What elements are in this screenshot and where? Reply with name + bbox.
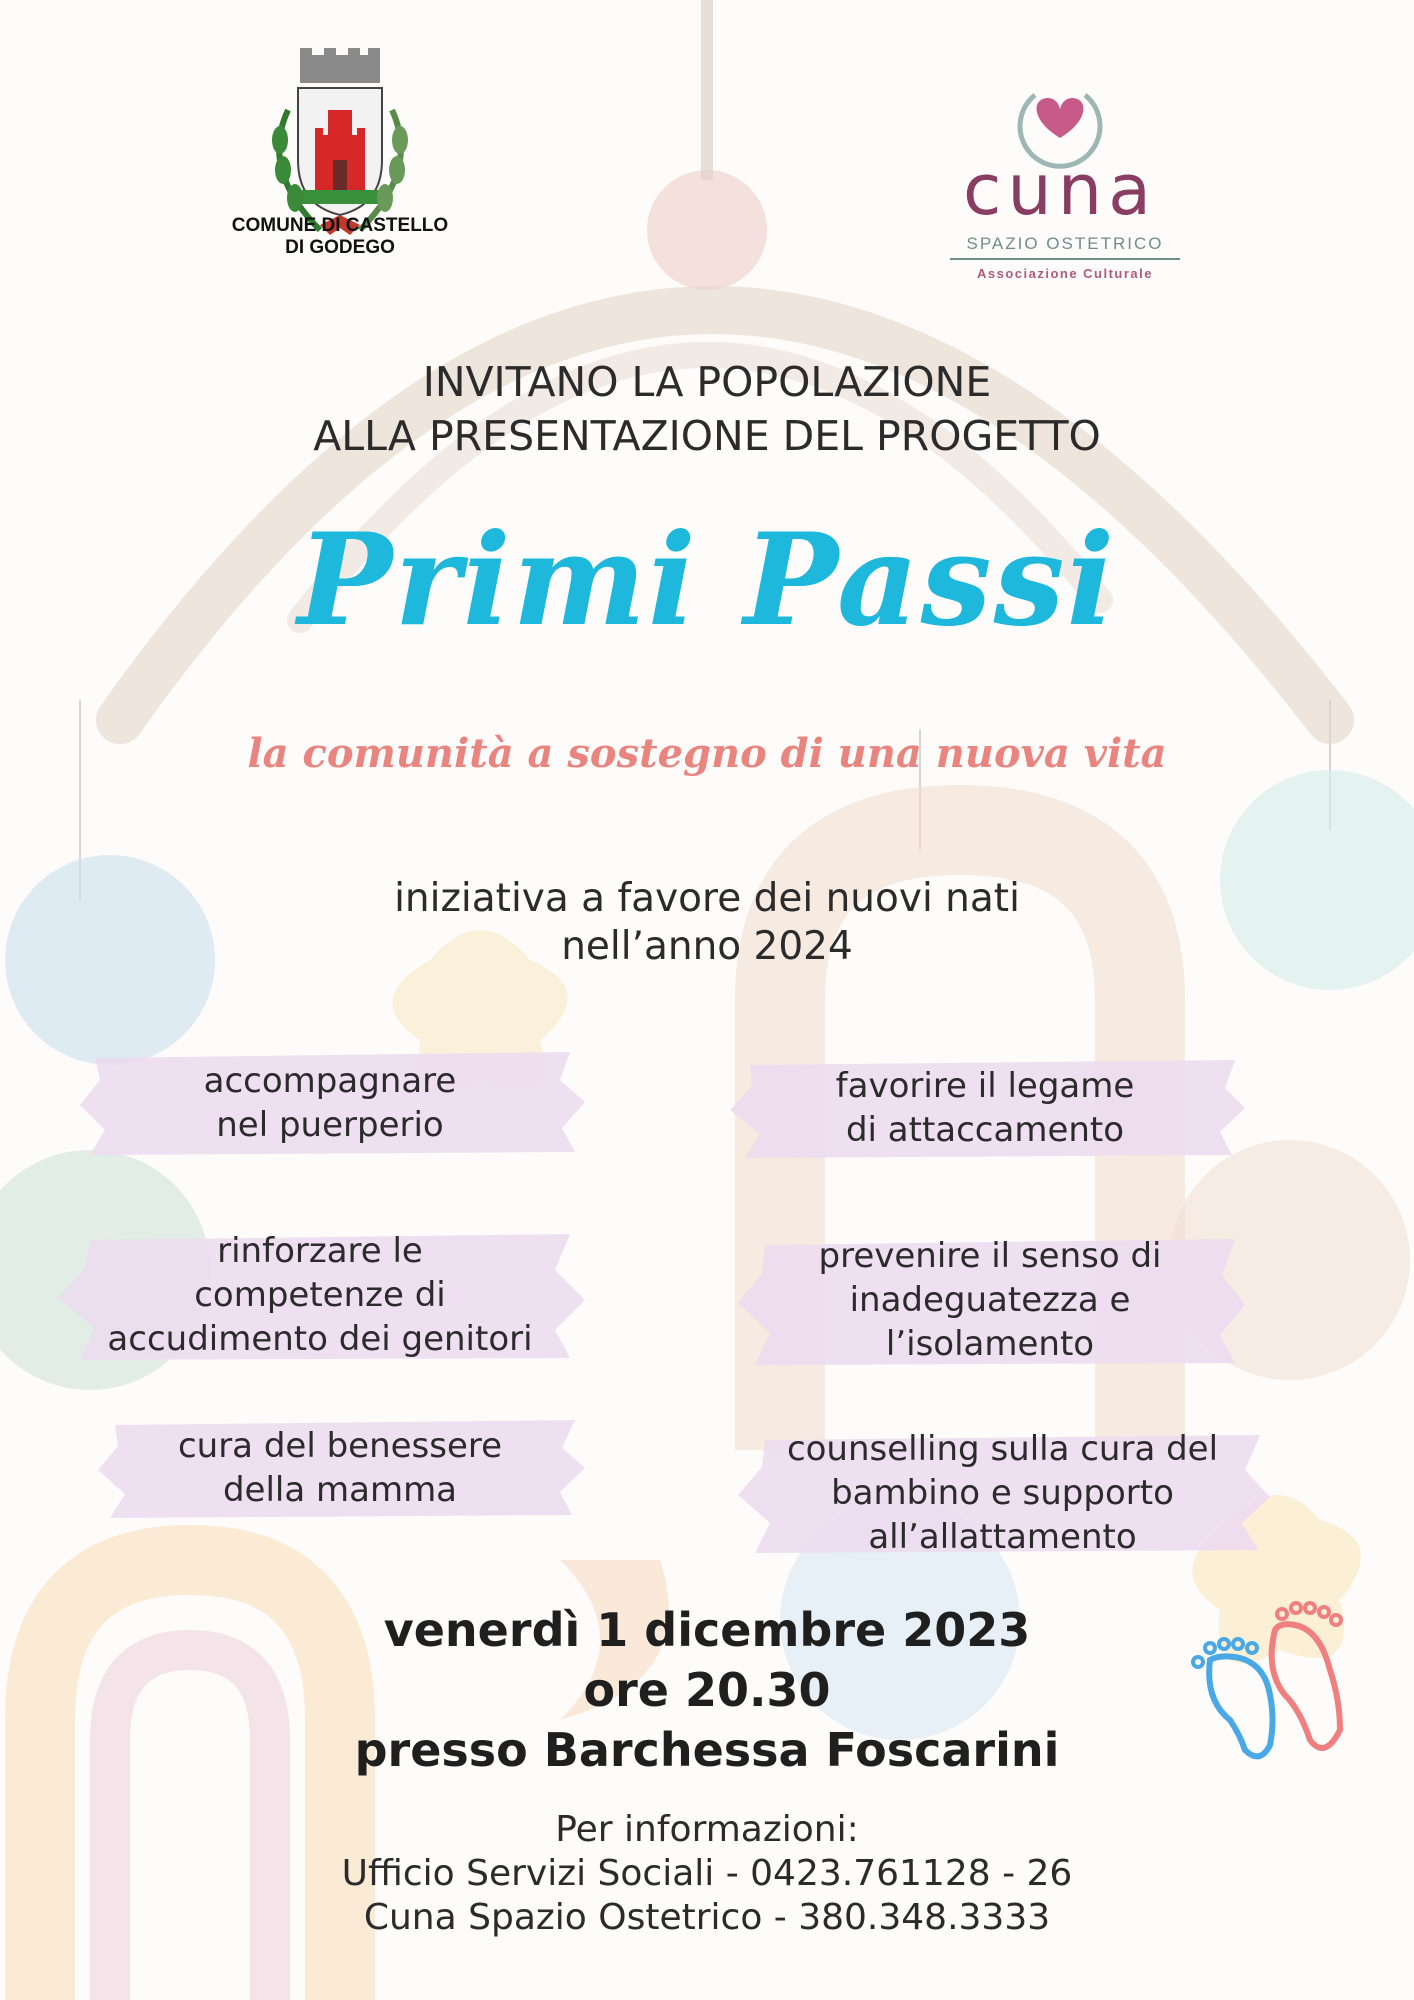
- goal-line: rinforzare le: [217, 1231, 423, 1271]
- goal-line: della mamma: [222, 1469, 458, 1510]
- goal-line: cura del benessere: [177, 1425, 503, 1466]
- baby-footprints-icon: [1190, 1600, 1360, 1760]
- goal-text: [204, 1059, 457, 1147]
- goal-item: [50, 1220, 590, 1370]
- goal-line: bambino e supporto: [831, 1472, 1174, 1513]
- cuna-subtitle: SPAZIO OSTETRICO: [966, 234, 1164, 253]
- goal-line: l’isolamento: [885, 1324, 1095, 1364]
- goal-line: prevenire il senso di: [818, 1236, 1162, 1276]
- info-heading: Per informazioni:: [555, 1809, 859, 1850]
- intro-text: [100, 355, 1314, 463]
- goal-line: nel puerperio: [216, 1104, 444, 1145]
- initiative-line: iniziativa a favore dei nuovi nati: [394, 876, 1020, 921]
- goal-line: accudimento dei genitori: [107, 1319, 533, 1359]
- event-time: ore 20.30: [583, 1663, 831, 1717]
- initiative-text: [200, 875, 1214, 971]
- cuna-divider: [950, 258, 1180, 260]
- goal-line: counselling sulla cura del: [786, 1428, 1219, 1469]
- project-subtitle: la comunità a sostegno di una nuova vita: [247, 730, 1167, 777]
- goal-item: [730, 1225, 1250, 1375]
- goal-text: [787, 1427, 1218, 1559]
- goal-line: inadeguatezza e: [849, 1280, 1131, 1320]
- project-title: Primi Passi: [297, 506, 1117, 654]
- goal-text: [819, 1234, 1162, 1366]
- event-details: [120, 1600, 1294, 1780]
- goal-text: [178, 1424, 502, 1512]
- goal-line: all’allattamento: [868, 1516, 1137, 1557]
- info-line: Ufficio Servizi Sociali - 0423.761128 - 26: [341, 1853, 1073, 1894]
- goal-line: competenze di: [194, 1275, 446, 1315]
- comune-name: [180, 215, 500, 259]
- goal-line: favorire il legame: [835, 1065, 1135, 1106]
- goal-text: [836, 1064, 1135, 1152]
- goal-item: [720, 1050, 1250, 1165]
- goal-line: di attaccamento: [845, 1109, 1125, 1150]
- info-line: Cuna Spazio Ostetrico - 380.348.3333: [363, 1897, 1051, 1938]
- intro-line: INVITANO LA POPOLAZIONE: [422, 358, 992, 406]
- comune-name-line: COMUNE DI CASTELLO: [231, 215, 449, 236]
- comune-name-line: DI GODEGO: [285, 237, 395, 258]
- goal-text: [107, 1229, 532, 1361]
- event-date: venerdì 1 dicembre 2023: [383, 1603, 1031, 1657]
- goal-item: [70, 1040, 590, 1165]
- cuna-wordmark: cuna: [962, 149, 1158, 231]
- goal-item: [90, 1410, 590, 1525]
- goal-line: accompagnare: [203, 1060, 457, 1101]
- goal-item: [730, 1425, 1275, 1560]
- cuna-association: Associazione Culturale: [976, 266, 1154, 281]
- contact-info: [120, 1808, 1294, 1940]
- event-place: presso Barchessa Foscarini: [354, 1723, 1060, 1777]
- intro-line: ALLA PRESENTAZIONE DEL PROGETTO: [313, 412, 1101, 460]
- initiative-line: nell’anno 2024: [561, 924, 853, 969]
